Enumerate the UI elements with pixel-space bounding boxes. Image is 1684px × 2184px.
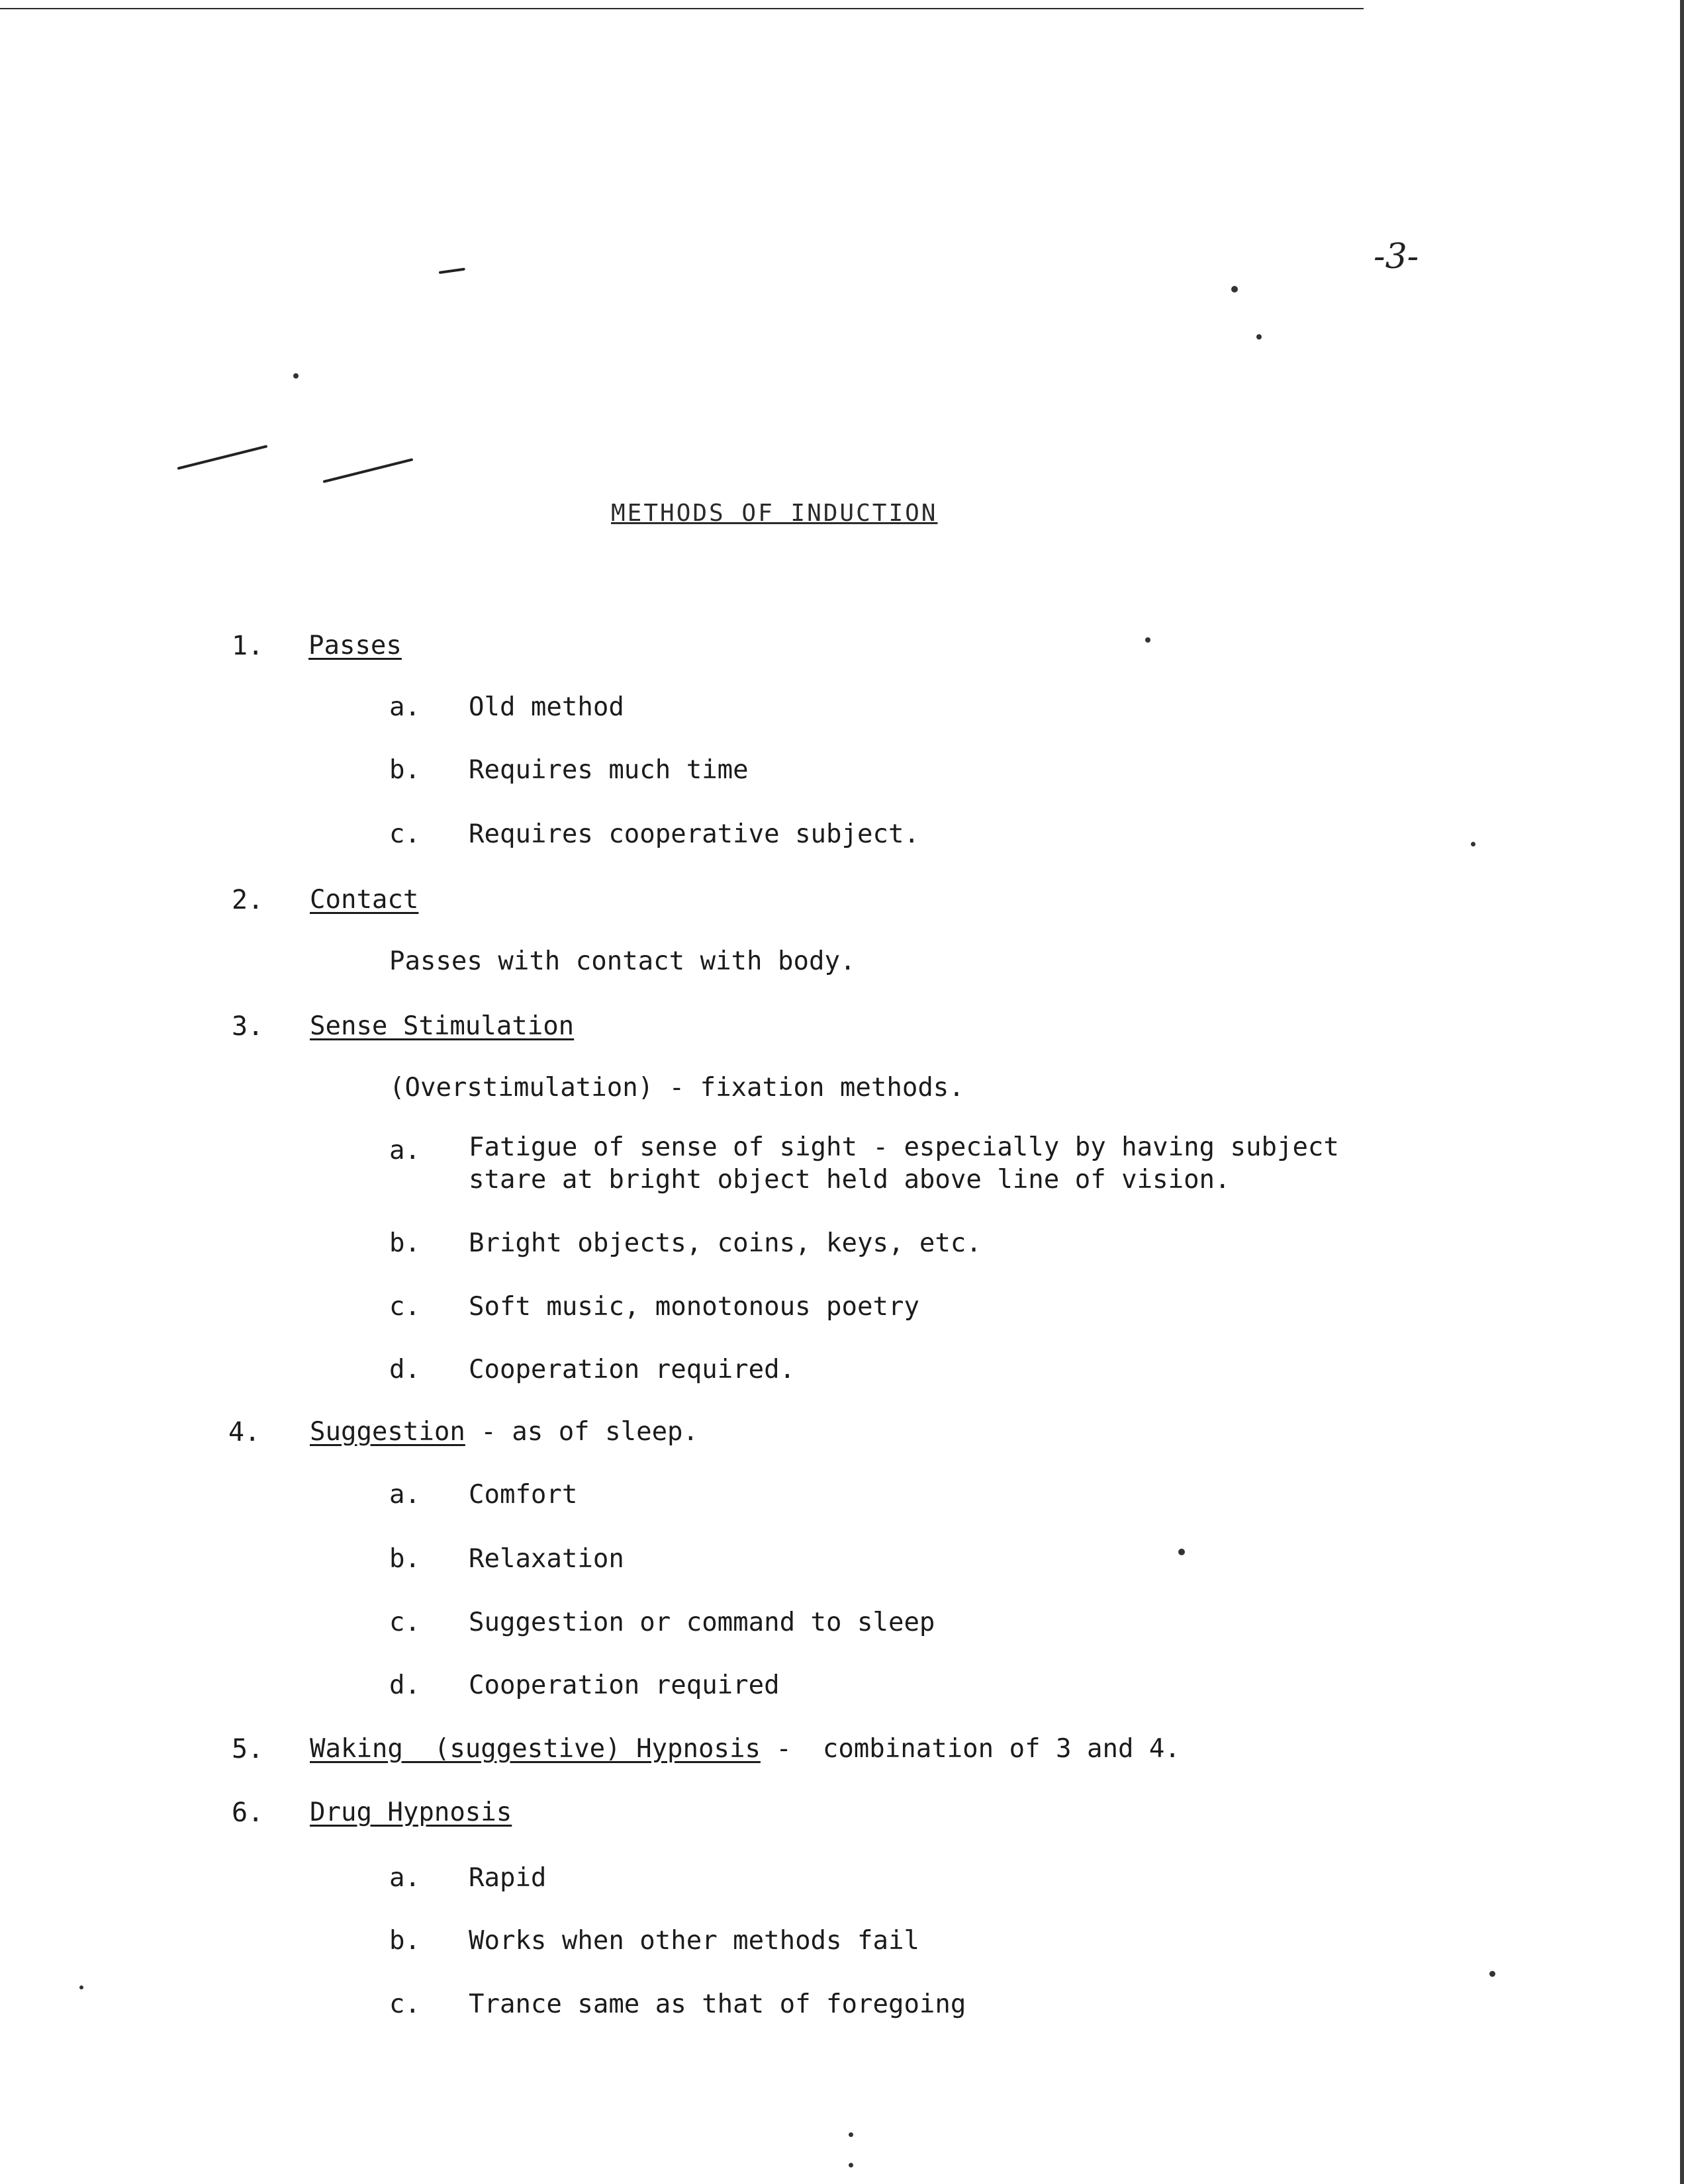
section-heading: Suggestion [310,1417,465,1447]
item-letter: a. [389,1480,420,1510]
page-edge-shadow [1680,0,1684,2184]
item-letter: a. [389,692,420,722]
item-text: Cooperation required. [469,1355,796,1385]
item-letter: d. [389,1670,420,1700]
item-letter: c. [389,1989,420,2019]
section-heading: Contact [310,885,419,915]
section-heading-trailing: - combination of 3 and 4. [760,1734,1180,1764]
scan-speck [1145,637,1150,643]
scan-speck [849,2163,853,2167]
section-note: (Overstimulation) - fixation methods. [389,1073,964,1103]
section-heading-trailing: - as of sleep. [465,1417,699,1447]
item-text: Cooperation required [469,1670,780,1700]
section-heading-line [310,1729,1180,1770]
page-number: -3- [1374,237,1419,277]
pen-mark [323,458,414,483]
item-text-continued: stare at bright object held above line of vision. [469,1165,1231,1195]
item-text: Requires cooperative subject. [469,819,919,849]
section-number: 3. [232,1011,264,1042]
scan-speck [293,373,299,379]
section-number: 6. [232,1797,264,1828]
item-letter: a. [389,1136,420,1165]
item-text: Relaxation [469,1544,624,1574]
item-text: Fatigue of sense of sight - especially by having subject [469,1132,1339,1162]
item-text: Rapid [469,1863,547,1893]
scan-speck [849,2132,853,2137]
item-letter: b. [389,1544,420,1574]
section-number: 4. [228,1417,261,1447]
pen-mark [439,267,465,274]
item-text: Works when other methods fail [469,1926,919,1956]
section-number: 1. [232,631,264,661]
scan-speck [1489,1971,1495,1977]
item-letter: b. [389,755,420,785]
item-text: Bright objects, coins, keys, etc. [469,1228,982,1258]
item-letter: a. [389,1863,420,1893]
item-letter: c. [389,1608,420,1637]
item-letter: c. [389,819,420,849]
item-text: Old method [469,692,624,722]
item-text: Requires much time [469,755,749,785]
scan-speck [1231,286,1238,293]
section-number: 5. [232,1734,264,1764]
section-heading: Sense Stimulation [310,1011,575,1041]
scan-speck [1471,842,1475,846]
section-heading: Drug Hypnosis [310,1797,512,1827]
item-text: Soft music, monotonous poetry [469,1292,919,1322]
item-letter: c. [389,1292,420,1322]
section-heading: Passes [308,631,402,660]
item-letter: b. [389,1228,420,1258]
section-heading-line [310,1412,698,1453]
pen-mark [177,445,268,470]
section-heading: Waking (suggestive) Hypnosis [310,1734,761,1764]
scan-speck [1256,334,1262,340]
item-letter: b. [389,1926,420,1956]
top-rule [0,8,1364,9]
section-note: Passes with contact with body. [389,946,856,976]
scan-speck [1178,1549,1185,1555]
scan-speck [79,1985,83,1989]
item-text: Suggestion or command to sleep [469,1608,935,1637]
item-letter: d. [389,1355,420,1385]
section-number: 2. [232,885,264,915]
page-title: METHODS OF INDUCTION [611,500,938,527]
item-text: Comfort [469,1480,578,1510]
item-text: Trance same as that of foregoing [469,1989,966,2019]
